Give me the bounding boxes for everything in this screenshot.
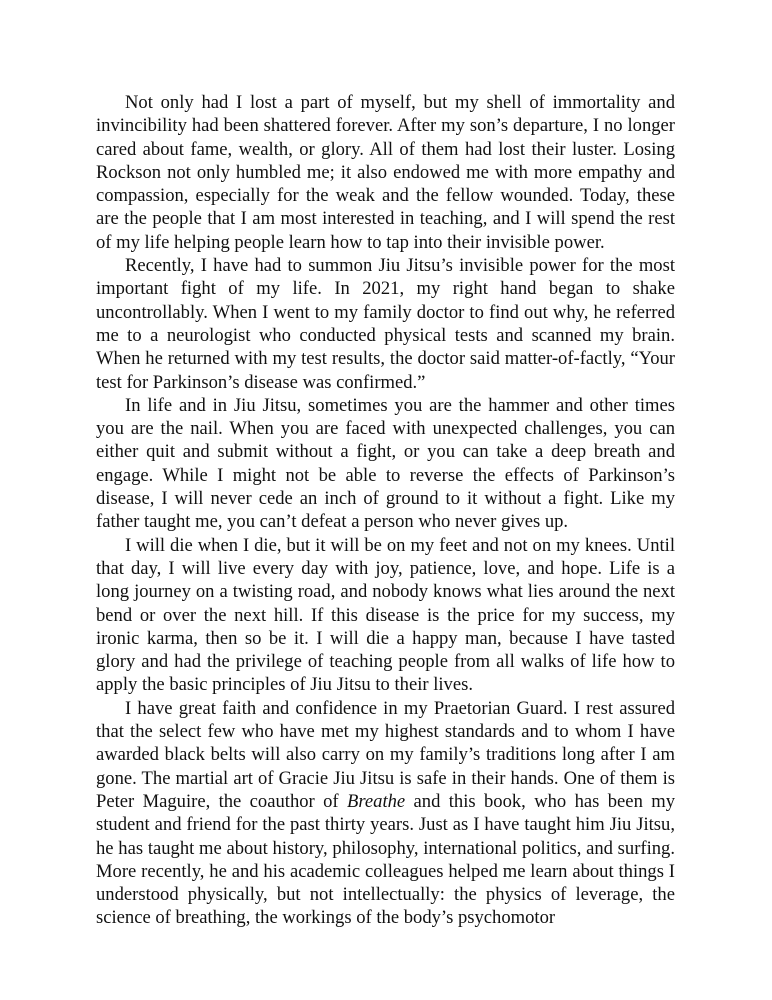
- book-title-italic: Breathe: [346, 790, 406, 812]
- book-page-body: [96, 91, 675, 930]
- paragraph: I will die when I die, but it will be on my feet and not on my knees. Until that day, I will live every day with joy, patience, love, and hope. Life is a long journey on a twisting road, and nobody knows what lies around the next bend or over the next hill. If this disease is the price for my success, my ironic karma, then so be it. I will die a happy man, because I have tasted glory and had the privilege of teaching people from all walks of life how to apply the basic principles of Jiu Jitsu to their lives.: [96, 534, 675, 696]
- paragraph-text: and this book, who has been my student and friend for the past thirty years. Just as I have taught him Jiu Jitsu, he has taught me about history, philosophy, international politics, and surfing. More recently, he and his academic colleagues helped me learn about things I understood physically, but not intellectually: the physics of leverage, the science of breathing, the workings of the body’s psychomotor: [96, 790, 675, 929]
- paragraph: Recently, I have had to summon Jiu Jitsu’s invisible power for the most important fight of my life. In 2021, my right hand began to shake uncontrollably. When I went to my family doctor to find out why, he referred me to a neurologist who conducted physical tests and scanned my brain. When he returned with my test results, the doctor said matter-of-factly, “Your test for Parkinson’s disease was confirmed.”: [96, 255, 675, 393]
- paragraph: [96, 697, 675, 930]
- paragraph: In life and in Jiu Jitsu, sometimes you are the hammer and other times you are the nail. When you are faced with unexpected challenges, you can either quit and submit without a fight, or you can take a deep breath and engage. While I might not be able to reverse the effects of Parkinson’s disease, I will never cede an inch of ground to it without a fight. Like my father taught me, you can’t defeat a person who never gives up.: [96, 394, 675, 533]
- paragraph: Not only had I lost a part of myself, but my shell of immortality and invincibility had been shattered forever. After my son’s departure, I no longer cared about fame, wealth, or glory. All of them had lost their luster. Losing Rockson not only humbled me; it also endowed me with more empathy and compassion, especially for the weak and the fellow wounded. Today, these are the people that I am most interested in teaching, and I will spend the rest of my life helping people learn how to tap into their invisible power.: [96, 92, 675, 253]
- paragraph-text: I have great faith and confidence in my Praetorian Guard. I rest assured that the select few who have met my highest standards and to whom I have awarded black belts will also carry on my family’s traditions long after I am gone. The martial art of Gracie Jiu Jitsu is safe in their hands. One of them is Peter Maguire, the coauthor of: [96, 697, 675, 812]
